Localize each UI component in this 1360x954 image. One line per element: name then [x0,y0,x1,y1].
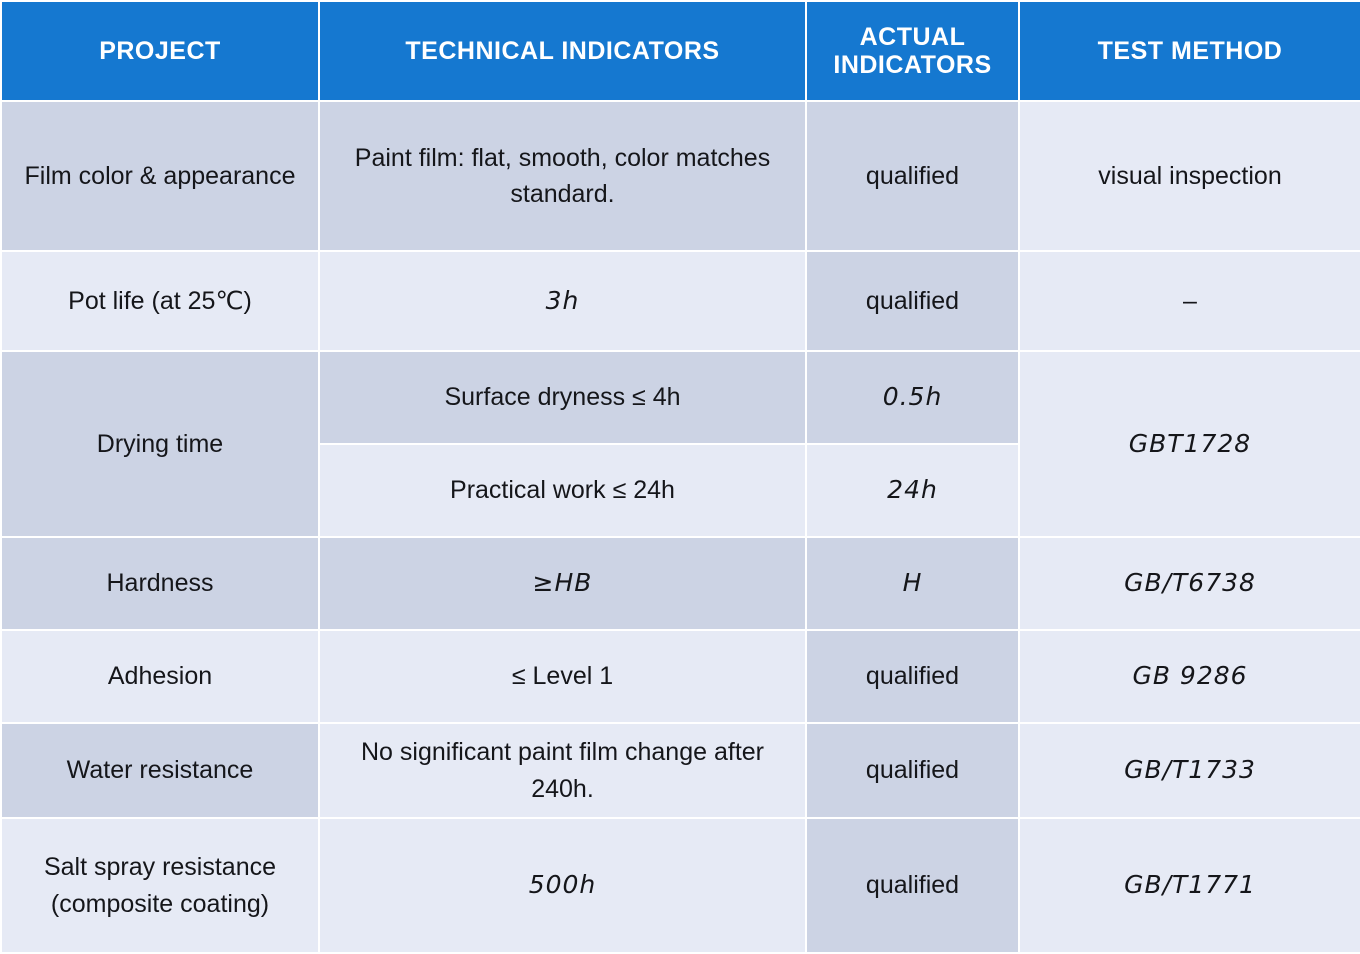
cell-technical-adhesion: ≤ Level 1 [319,630,806,723]
table-header-row [1,1,1360,101]
cell-method-adhesion: GB 9286 [1019,630,1360,723]
cell-method-drying-time: GBT1728 [1019,351,1360,537]
cell-actual-practical-work: 24h [806,444,1019,537]
cell-actual-hardness: H [806,537,1019,630]
cell-project-salt-spray: Salt spray resistance (composite coating) [1,818,319,953]
table-row [1,351,1360,444]
cell-technical-surface-dryness: Surface dryness ≤ 4h [319,351,806,444]
cell-technical-film-color: Paint film: flat, smooth, color matches standard. [319,101,806,251]
table-row [1,537,1360,630]
cell-technical-pot-life: 3h [319,251,806,351]
cell-technical-hardness: ≥HB [319,537,806,630]
cell-method-water-resistance: GB/T1733 [1019,723,1360,818]
table-row [1,101,1360,251]
cell-actual-salt-spray: qualified [806,818,1019,953]
table-row [1,723,1360,818]
cell-actual-water-resistance: qualified [806,723,1019,818]
cell-actual-pot-life: qualified [806,251,1019,351]
cell-project-adhesion: Adhesion [1,630,319,723]
cell-technical-practical-work: Practical work ≤ 24h [319,444,806,537]
table-body [1,101,1360,953]
cell-method-hardness: GB/T6738 [1019,537,1360,630]
cell-project-drying-time: Drying time [1,351,319,537]
cell-method-film-color: visual inspection [1019,101,1360,251]
cell-actual-adhesion: qualified [806,630,1019,723]
cell-method-pot-life: – [1019,251,1360,351]
cell-project-pot-life: Pot life (at 25℃) [1,251,319,351]
cell-project-hardness: Hardness [1,537,319,630]
table-row [1,818,1360,953]
cell-technical-salt-spray: 500h [319,818,806,953]
table-row [1,630,1360,723]
table-row [1,251,1360,351]
cell-project-film-color: Film color & appearance [1,101,319,251]
cell-project-water-resistance: Water resistance [1,723,319,818]
table-header [1,1,1360,101]
cell-technical-water-resistance: No significant paint film change after 240h. [319,723,806,818]
column-header-actual-indicators: ACTUAL INDICATORS [806,1,1019,101]
column-header-project: PROJECT [1,1,319,101]
cell-actual-surface-dryness: 0.5h [806,351,1019,444]
column-header-test-method: TEST METHOD [1019,1,1360,101]
column-header-technical-indicators: TECHNICAL INDICATORS [319,1,806,101]
cell-method-salt-spray: GB/T1771 [1019,818,1360,953]
cell-actual-film-color: qualified [806,101,1019,251]
